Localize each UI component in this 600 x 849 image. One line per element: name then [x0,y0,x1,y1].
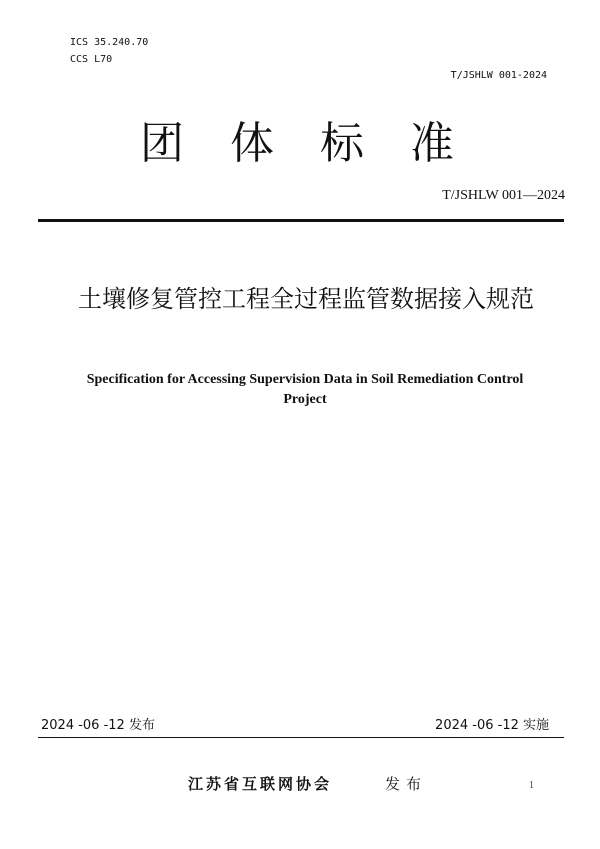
top-divider [38,219,564,222]
issue-date: 2024 -06 -12 发布 [41,718,155,733]
publisher-name: 江苏省互联网协会 [188,775,333,793]
ccs-code: CCS L70 [70,54,113,65]
page-number: 1 [529,780,534,791]
doc-code-header: T/JSHLW 001-2024 [450,70,547,81]
bottom-divider [38,737,564,738]
implementation-date: 2024 -06 -12 实施 [435,718,549,733]
doc-code: T/JSHLW 001—2024 [442,188,565,203]
ics-code: ICS 35.240.70 [70,37,149,48]
title-english: Specification for Accessing Supervision Data in Soil Remediation Control Project [86,372,524,407]
standard-category-heading: 团体标准 [140,118,500,169]
publish-label: 发布 [385,775,428,793]
title-chinese: 土壤修复管控工程全过程监管数据接入规范 [78,285,534,313]
